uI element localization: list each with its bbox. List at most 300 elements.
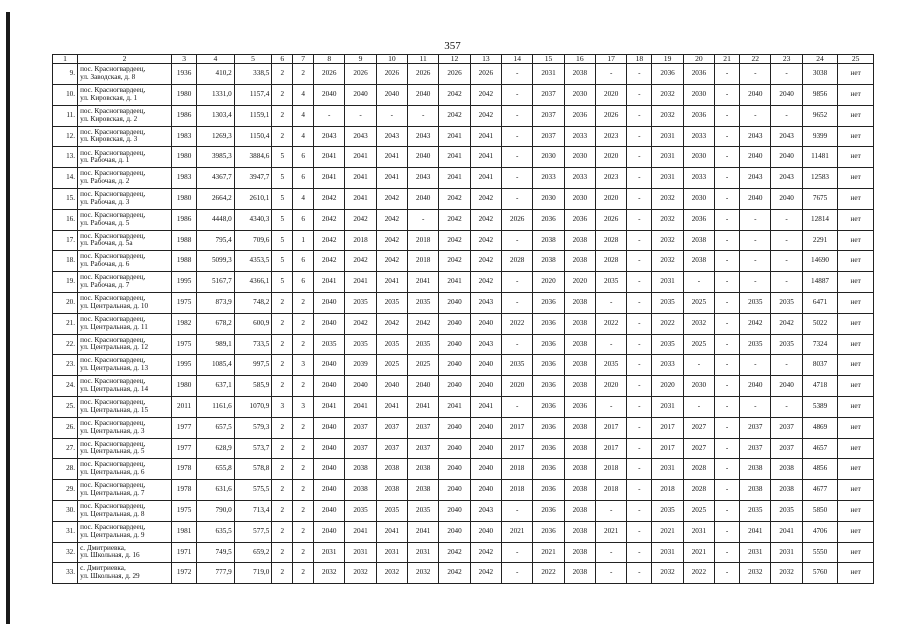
table-cell: 2610,1 xyxy=(234,188,272,209)
table-cell: 2038 xyxy=(564,480,595,501)
table-cell: 2043 xyxy=(408,168,439,189)
table-cell: нет xyxy=(838,438,874,459)
table-cell: 2040 xyxy=(408,84,439,105)
table-cell: 719,0 xyxy=(234,563,272,584)
table-cell: 1269,3 xyxy=(197,126,235,147)
table-cell: 2038 xyxy=(740,480,771,501)
table-cell: 2035 xyxy=(408,292,439,313)
table-cell: 2043 xyxy=(771,168,802,189)
table-cell: 2036 xyxy=(533,480,564,501)
column-header: 15 xyxy=(533,55,564,64)
table-cell: нет xyxy=(838,126,874,147)
address-cell xyxy=(78,251,172,272)
table-cell: нет xyxy=(838,500,874,521)
table-cell: 2038 xyxy=(564,459,595,480)
table-cell: 2025 xyxy=(683,500,714,521)
table-cell: - xyxy=(345,105,376,126)
table-cell: - xyxy=(771,105,802,126)
table-cell: - xyxy=(627,542,652,563)
table-cell: 2 xyxy=(272,417,293,438)
column-header: 21 xyxy=(715,55,740,64)
table-cell: 2041 xyxy=(376,521,407,542)
table-cell: 1977 xyxy=(172,417,197,438)
row-number: 18. xyxy=(53,251,78,272)
table-cell: нет xyxy=(838,542,874,563)
table-cell: 2040 xyxy=(345,84,376,105)
table-cell: - xyxy=(771,355,802,376)
table-cell: 749,5 xyxy=(197,542,235,563)
address-cell xyxy=(78,168,172,189)
table-cell: 2035 xyxy=(740,334,771,355)
table-cell: 2041 xyxy=(408,521,439,542)
table-cell: 2040 xyxy=(314,459,345,480)
table-cell: 2042 xyxy=(439,251,470,272)
address-cell xyxy=(78,272,172,293)
table-cell: 11481 xyxy=(802,147,838,168)
table-cell: 997,5 xyxy=(234,355,272,376)
table-cell: 2037 xyxy=(771,417,802,438)
table-cell: 2035 xyxy=(596,272,627,293)
table-cell: 2022 xyxy=(683,563,714,584)
column-header: 9 xyxy=(345,55,376,64)
table-cell: 2018 xyxy=(502,480,533,501)
table-cell: 2031 xyxy=(652,272,683,293)
table-cell: 3985,3 xyxy=(197,147,235,168)
row-number: 25. xyxy=(53,396,78,417)
table-cell: 2020 xyxy=(564,272,595,293)
table-cell: 2041 xyxy=(439,272,470,293)
table-cell: 2041 xyxy=(345,521,376,542)
table-cell: 2028 xyxy=(502,251,533,272)
table-cell: 2040 xyxy=(470,438,501,459)
table-cell: 2022 xyxy=(533,563,564,584)
table-cell: - xyxy=(627,355,652,376)
table-cell: нет xyxy=(838,105,874,126)
table-cell: 2040 xyxy=(740,84,771,105)
table-cell: 2040 xyxy=(439,459,470,480)
row-number: 31. xyxy=(53,521,78,542)
table-cell: 1980 xyxy=(172,188,197,209)
table-cell: 5389 xyxy=(802,396,838,417)
table-cell: 2 xyxy=(272,292,293,313)
address-street: ул. Центральная, д. 13 xyxy=(80,364,149,373)
table-cell: 4367,7 xyxy=(197,168,235,189)
address-cell xyxy=(78,126,172,147)
table-cell: нет xyxy=(838,272,874,293)
table-cell: 2040 xyxy=(740,188,771,209)
table-cell: 2026 xyxy=(470,64,501,85)
table-cell: 2038 xyxy=(564,500,595,521)
table-cell: 2011 xyxy=(172,396,197,417)
table-cell: 2036 xyxy=(533,376,564,397)
table-cell: 2 xyxy=(293,292,314,313)
table-cell: 2040 xyxy=(439,480,470,501)
table-cell: 2 xyxy=(272,313,293,334)
address-cell xyxy=(78,500,172,521)
table-cell: 2042 xyxy=(470,84,501,105)
table-cell: 1085,4 xyxy=(197,355,235,376)
table-cell: 2038 xyxy=(564,230,595,251)
table-cell: 2042 xyxy=(470,209,501,230)
table-cell: - xyxy=(771,230,802,251)
table-cell: 2032 xyxy=(771,563,802,584)
table-cell: - xyxy=(715,542,740,563)
table-cell: 2042 xyxy=(345,209,376,230)
table-cell: 2042 xyxy=(376,230,407,251)
table-row xyxy=(53,313,874,334)
table-cell: 2041 xyxy=(345,168,376,189)
table-cell: 2042 xyxy=(470,105,501,126)
table-cell: - xyxy=(627,480,652,501)
table-cell: 2 xyxy=(272,500,293,521)
table-cell: - xyxy=(627,563,652,584)
table-cell: 1975 xyxy=(172,500,197,521)
table-cell: 2040 xyxy=(439,500,470,521)
table-cell: 585,9 xyxy=(234,376,272,397)
table-cell: - xyxy=(627,396,652,417)
table-cell: 2038 xyxy=(564,64,595,85)
table-cell: 2041 xyxy=(470,147,501,168)
table-cell: 2042 xyxy=(439,188,470,209)
table-cell: 2036 xyxy=(652,64,683,85)
address-settlement: пос. Красногвардеец, xyxy=(80,439,146,448)
table-cell: - xyxy=(715,272,740,293)
address-cell xyxy=(78,230,172,251)
table-cell: 2032 xyxy=(652,105,683,126)
table-cell: 2040 xyxy=(314,292,345,313)
address-settlement: пос. Красногвардеец, xyxy=(80,377,146,386)
table-cell: 2 xyxy=(293,334,314,355)
table-cell: - xyxy=(502,396,533,417)
address-cell xyxy=(78,105,172,126)
table-cell: 2 xyxy=(272,459,293,480)
table-cell: 2041 xyxy=(345,272,376,293)
table-cell: - xyxy=(502,563,533,584)
table-cell: 2 xyxy=(293,313,314,334)
table-cell: 4 xyxy=(293,126,314,147)
table-cell: 2 xyxy=(272,84,293,105)
table-cell: 3 xyxy=(293,396,314,417)
table-cell: 5 xyxy=(272,230,293,251)
table-cell: 733,5 xyxy=(234,334,272,355)
table-cell: - xyxy=(596,396,627,417)
table-cell: 9399 xyxy=(802,126,838,147)
table-cell: 2035 xyxy=(408,500,439,521)
table-cell: 2040 xyxy=(314,438,345,459)
address-settlement: пос. Красногвардеец, xyxy=(80,418,146,427)
column-header: 2 xyxy=(78,55,172,64)
table-cell: 2038 xyxy=(564,542,595,563)
table-cell: 2022 xyxy=(596,313,627,334)
table-cell: 2020 xyxy=(596,147,627,168)
address-street: ул. Центральная, д. 5 xyxy=(80,447,145,456)
table-cell: 2043 xyxy=(314,126,345,147)
table-cell: 2042 xyxy=(376,251,407,272)
table-cell: 2 xyxy=(272,542,293,563)
address-settlement: пос. Красногвардеец, xyxy=(80,210,146,219)
table-cell: - xyxy=(627,417,652,438)
table-cell: 2032 xyxy=(345,563,376,584)
table-cell: 2031 xyxy=(533,64,564,85)
table-cell: 2025 xyxy=(408,355,439,376)
table-cell: - xyxy=(715,64,740,85)
table-cell: - xyxy=(627,126,652,147)
table-cell: 2 xyxy=(272,563,293,584)
table-cell: 2038 xyxy=(345,459,376,480)
address-settlement: пос. Красногвардеец, xyxy=(80,65,146,74)
table-cell: - xyxy=(740,396,771,417)
table-cell: нет xyxy=(838,396,874,417)
table-cell: 2038 xyxy=(533,230,564,251)
table-cell: 1936 xyxy=(172,64,197,85)
table-cell: 2030 xyxy=(564,84,595,105)
address-street: ул. Центральная, д. 11 xyxy=(80,322,148,331)
table-cell: 2042 xyxy=(439,105,470,126)
table-cell: 2038 xyxy=(564,563,595,584)
table-cell: - xyxy=(715,292,740,313)
table-cell: 2022 xyxy=(652,313,683,334)
table-cell: нет xyxy=(838,355,874,376)
table-cell: 1331,0 xyxy=(197,84,235,105)
table-cell: 2032 xyxy=(376,563,407,584)
address-street: ул. Центральная, д. 9 xyxy=(80,530,145,539)
table-cell: 1159,1 xyxy=(234,105,272,126)
address-cell xyxy=(78,480,172,501)
register-table xyxy=(52,54,874,584)
address-street: ул. Кировская, д. 1 xyxy=(80,93,138,102)
table-cell: 2021 xyxy=(502,521,533,542)
table-cell: 2041 xyxy=(345,147,376,168)
table-cell: 2040 xyxy=(439,438,470,459)
table-cell: 7675 xyxy=(802,188,838,209)
table-cell: 655,8 xyxy=(197,459,235,480)
address-settlement: пос. Красногвардеец, xyxy=(80,127,146,136)
address-cell xyxy=(78,209,172,230)
table-cell: 2038 xyxy=(533,251,564,272)
table-cell: 1981 xyxy=(172,521,197,542)
table-cell: - xyxy=(715,438,740,459)
table-cell: 578,8 xyxy=(234,459,272,480)
table-cell: - xyxy=(502,500,533,521)
table-row xyxy=(53,147,874,168)
table-cell: 6 xyxy=(293,209,314,230)
row-number: 19. xyxy=(53,272,78,293)
address-settlement: пос. Красногвардеец, xyxy=(80,231,146,240)
address-street: ул. Центральная, д. 6 xyxy=(80,468,145,477)
table-cell: 600,9 xyxy=(234,313,272,334)
column-header: 18 xyxy=(627,55,652,64)
table-cell: 2040 xyxy=(439,334,470,355)
table-cell: 2042 xyxy=(439,84,470,105)
table-cell: - xyxy=(627,84,652,105)
column-header: 13 xyxy=(470,55,501,64)
table-cell: - xyxy=(715,230,740,251)
table-row xyxy=(53,84,874,105)
table-cell: нет xyxy=(838,459,874,480)
table-cell: 2028 xyxy=(596,251,627,272)
table-cell: 2033 xyxy=(564,126,595,147)
table-cell: 2023 xyxy=(596,126,627,147)
table-cell: 2030 xyxy=(533,147,564,168)
table-cell: - xyxy=(740,251,771,272)
table-cell: 5099,3 xyxy=(197,251,235,272)
table-cell: 1986 xyxy=(172,105,197,126)
table-cell: 2020 xyxy=(596,188,627,209)
table-cell: 2030 xyxy=(564,147,595,168)
table-cell: 2026 xyxy=(596,105,627,126)
table-cell: 14887 xyxy=(802,272,838,293)
table-cell: 2041 xyxy=(376,168,407,189)
table-cell: 2026 xyxy=(345,64,376,85)
table-cell: - xyxy=(502,542,533,563)
table-cell: - xyxy=(715,105,740,126)
table-cell: 2037 xyxy=(408,417,439,438)
table-cell: 2028 xyxy=(596,230,627,251)
table-cell: - xyxy=(715,251,740,272)
address-cell xyxy=(78,459,172,480)
table-cell: 410,2 xyxy=(197,64,235,85)
column-header: 17 xyxy=(596,55,627,64)
table-cell: 2041 xyxy=(470,396,501,417)
table-cell: 2018 xyxy=(408,230,439,251)
table-cell: 4869 xyxy=(802,417,838,438)
table-cell: 5850 xyxy=(802,500,838,521)
table-cell: 2042 xyxy=(314,209,345,230)
table-cell: 2038 xyxy=(771,459,802,480)
table-cell: - xyxy=(502,188,533,209)
row-number: 30. xyxy=(53,500,78,521)
table-cell: 2031 xyxy=(314,542,345,563)
table-cell: 2037 xyxy=(533,126,564,147)
table-cell: 2040 xyxy=(376,376,407,397)
address-street: ул. Рабочая, д. 1 xyxy=(80,156,130,165)
table-cell: 2037 xyxy=(533,84,564,105)
table-cell: 2036 xyxy=(533,459,564,480)
table-cell: 2040 xyxy=(771,188,802,209)
table-cell: 2042 xyxy=(470,230,501,251)
table-cell: 4706 xyxy=(802,521,838,542)
table-cell: 4657 xyxy=(802,438,838,459)
table-cell: - xyxy=(715,188,740,209)
table-cell: 2035 xyxy=(376,500,407,521)
table-cell: 2036 xyxy=(683,209,714,230)
row-number: 28. xyxy=(53,459,78,480)
table-cell: 2038 xyxy=(564,292,595,313)
address-settlement: пос. Красногвардеец, xyxy=(80,335,146,344)
table-row xyxy=(53,563,874,584)
row-number: 13. xyxy=(53,147,78,168)
table-cell: - xyxy=(627,376,652,397)
table-cell: - xyxy=(740,272,771,293)
address-cell xyxy=(78,563,172,584)
table-cell: 2040 xyxy=(470,459,501,480)
table-cell: 2041 xyxy=(345,188,376,209)
table-cell: 2040 xyxy=(740,147,771,168)
table-cell: - xyxy=(502,292,533,313)
column-header: 24 xyxy=(802,55,838,64)
table-cell: 2040 xyxy=(470,376,501,397)
table-cell: 3947,7 xyxy=(234,168,272,189)
address-street: ул. Центральная, д. 12 xyxy=(80,343,149,352)
table-cell: 2040 xyxy=(771,84,802,105)
table-cell: 2017 xyxy=(596,438,627,459)
column-header: 6 xyxy=(272,55,293,64)
table-cell: 9856 xyxy=(802,84,838,105)
table-cell: нет xyxy=(838,168,874,189)
table-cell: 2030 xyxy=(683,147,714,168)
table-row xyxy=(53,376,874,397)
table-cell: 2039 xyxy=(345,355,376,376)
table-cell: 1978 xyxy=(172,480,197,501)
table-cell: 2040 xyxy=(408,147,439,168)
table-cell: 2043 xyxy=(345,126,376,147)
address-settlement: пос. Красногвардеец, xyxy=(80,86,146,95)
table-cell: - xyxy=(771,209,802,230)
table-cell: 1983 xyxy=(172,168,197,189)
table-cell: - xyxy=(771,272,802,293)
table-cell: 4366,1 xyxy=(234,272,272,293)
table-cell: 2037 xyxy=(740,417,771,438)
header-row xyxy=(53,55,874,64)
table-row xyxy=(53,188,874,209)
column-header: 11 xyxy=(408,55,439,64)
table-cell: 678,2 xyxy=(197,313,235,334)
table-cell: - xyxy=(627,313,652,334)
table-cell: 2021 xyxy=(596,521,627,542)
table-cell: 4 xyxy=(293,105,314,126)
table-cell: - xyxy=(502,84,533,105)
table-cell: 2042 xyxy=(314,188,345,209)
table-cell: - xyxy=(627,292,652,313)
table-cell: 2038 xyxy=(564,521,595,542)
table-cell: 14690 xyxy=(802,251,838,272)
table-cell: 2035 xyxy=(408,334,439,355)
row-number: 27. xyxy=(53,438,78,459)
column-header: 20 xyxy=(683,55,714,64)
table-cell: 2030 xyxy=(683,188,714,209)
table-cell: 2036 xyxy=(564,396,595,417)
table-cell: 2041 xyxy=(408,272,439,293)
table-cell: 2040 xyxy=(771,376,802,397)
table-cell: 2018 xyxy=(596,480,627,501)
table-cell: - xyxy=(502,64,533,85)
table-cell: 2042 xyxy=(740,313,771,334)
table-cell: 2035 xyxy=(740,292,771,313)
table-cell: 1303,4 xyxy=(197,105,235,126)
address-settlement: пос. Красногвардеец, xyxy=(80,190,146,199)
table-cell: 2037 xyxy=(740,438,771,459)
table-cell: 795,4 xyxy=(197,230,235,251)
table-cell: 5 xyxy=(272,251,293,272)
row-number: 14. xyxy=(53,168,78,189)
table-row xyxy=(53,542,874,563)
table-cell: 2033 xyxy=(564,168,595,189)
table-cell: 2040 xyxy=(470,521,501,542)
table-cell: 2022 xyxy=(502,313,533,334)
table-cell: 2036 xyxy=(683,105,714,126)
table-cell: 2026 xyxy=(314,64,345,85)
table-cell: 4718 xyxy=(802,376,838,397)
address-cell xyxy=(78,84,172,105)
table-cell: нет xyxy=(838,313,874,334)
table-cell: 2032 xyxy=(408,563,439,584)
table-cell: 2035 xyxy=(771,334,802,355)
table-cell: 1982 xyxy=(172,313,197,334)
table-cell: 2038 xyxy=(564,313,595,334)
table-cell: 5550 xyxy=(802,542,838,563)
table-cell: - xyxy=(740,64,771,85)
table-cell: 1975 xyxy=(172,334,197,355)
